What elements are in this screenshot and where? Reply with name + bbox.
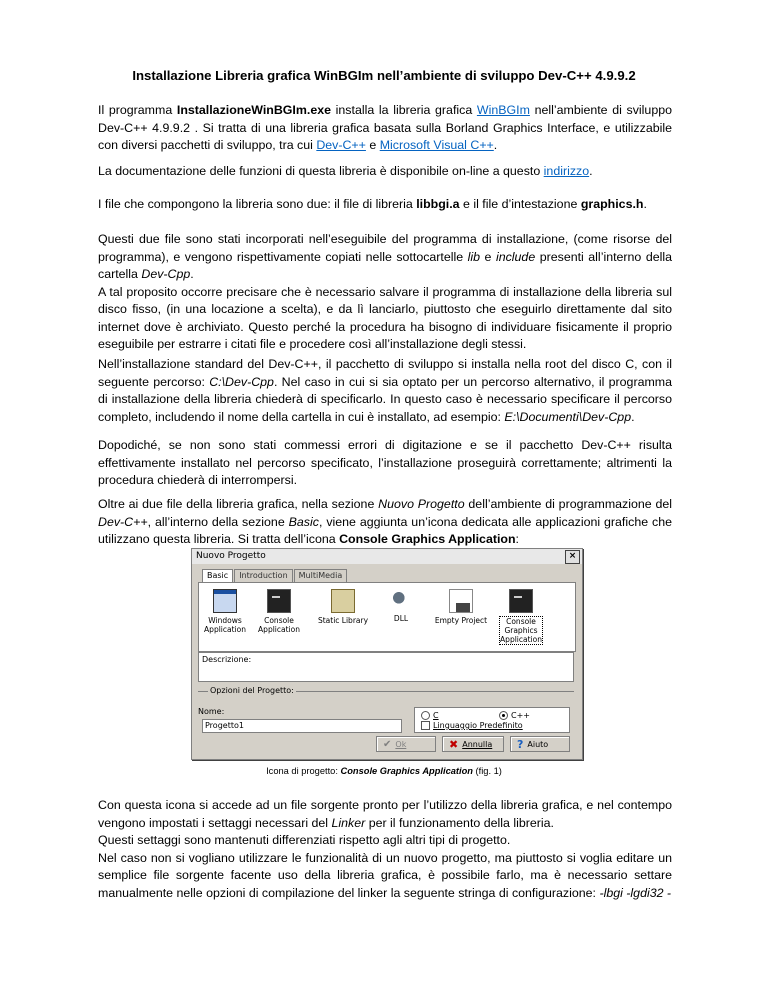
text: e il file d’intestazione	[459, 197, 581, 211]
paragraph-icon	[98, 496, 672, 549]
tab-introduction[interactable]: Introduction	[234, 569, 292, 582]
text: .	[643, 197, 647, 211]
tab-bar	[202, 569, 348, 582]
text: Il programma	[98, 103, 177, 117]
new-project-dialog	[191, 548, 583, 760]
text: Nell’installazione standard del Dev-C++, il pacchetto di sviluppo si installa nella root del disco C, con il seguente percorso:	[98, 357, 672, 389]
help-label: Aiuto	[527, 739, 549, 749]
example-path: E:\Documenti\Dev-Cpp	[504, 409, 632, 424]
radio-cpp-circle	[499, 711, 508, 720]
section-name: Nuovo Progetto	[378, 497, 465, 511]
ide-name: Dev-C++	[98, 514, 148, 529]
console-graphics-icon	[509, 589, 533, 613]
text: e	[480, 249, 496, 264]
paragraph-files	[98, 196, 672, 214]
project-types-panel	[198, 582, 576, 652]
text: dell’ambiente di programmazione del	[464, 497, 672, 511]
close-icon[interactable]: ×	[565, 550, 580, 564]
default-path: C:\Dev-Cpp	[209, 374, 274, 389]
ok-label: Ok	[395, 739, 407, 749]
text: Nel caso non si vogliano utilizzare le funzionalità di un nuovo progetto, ma piuttosto si voglia editare un semplice file sorgente facente uso della libreria grafica, è possibile farlo, ma è necessario settare manualmente nelle opzioni di compilazione del linker la seguente stringa di configurazione:	[98, 850, 672, 900]
radio-c-circle	[421, 711, 430, 720]
page-title: Installazione Libreria grafica WinBGIm nell’ambiente di sviluppo Dev-C++ 4.9.9.2	[132, 68, 636, 83]
text: .	[190, 267, 194, 281]
text: nell’ambiente di sviluppo Dev-C++ 4.9.9.2 . Si tratta di una libreria grafica basata sulla Borland Graphics Interface, e utilizzabile con diversi pacchetti di sviluppo, tra cui	[98, 103, 672, 152]
options-label: Opzioni del Progetto:	[210, 686, 294, 695]
text: Oltre ai due file della libreria grafica, nella sezione	[98, 497, 379, 511]
static-library-icon	[331, 589, 355, 613]
text: .	[589, 164, 593, 178]
text: , all’interno della sezione	[147, 514, 289, 529]
winbgim-link[interactable]: WinBGIm	[476, 103, 530, 117]
default-language-checkbox[interactable]	[421, 721, 523, 730]
basic-section: Basic	[288, 514, 319, 529]
language-options	[414, 707, 570, 733]
devcpp-link[interactable]: Dev-C++	[316, 138, 366, 152]
text: e	[365, 138, 380, 152]
folder-include: include	[495, 249, 536, 264]
text: La documentazione delle funzioni di questa libreria è disponibile on-line a questo	[98, 164, 544, 178]
check-icon: ✔	[383, 738, 392, 750]
cancel-button[interactable]	[442, 736, 504, 752]
text: .	[631, 409, 635, 424]
paragraph-intro	[98, 102, 672, 155]
question-icon: ?	[517, 737, 524, 751]
header-file: graphics.h	[580, 197, 644, 211]
ok-button[interactable]	[376, 736, 436, 752]
text: Dopodiché, se non sono stati commessi errori di digitazione e se il pacchetto Dev-C++ risulta effettivamente installato nel percorso specificato, l’installazione proseguirà correttamente; altrimenti la procedura chiederà di interrompersi.	[98, 438, 672, 487]
documentation-link[interactable]: indirizzo	[543, 164, 590, 178]
radio-c[interactable]	[421, 711, 439, 720]
text: per il funzionamento della libreria.	[365, 815, 554, 830]
project-name-input[interactable]: Progetto1	[202, 719, 402, 733]
cross-icon: ✖	[449, 737, 459, 751]
dialog-title: Nuovo Progetto	[196, 551, 266, 561]
text: Questi settaggi sono mantenuti differenziati rispetto agli altri tipi di progetto.	[98, 833, 511, 847]
project-type-label: Empty Project	[434, 616, 488, 625]
radio-c-label: C	[433, 711, 439, 720]
folder-lib: lib	[467, 249, 481, 264]
text: (fig. 1)	[472, 766, 502, 776]
paragraph-linker	[98, 797, 672, 902]
text: Questi due file sono stati incorporati nell’eseguibile del programma di installazione, (come risorse del programma), e vengono rispettivamente copiati nelle sottocartelle	[98, 232, 672, 264]
paragraph-afterwards	[98, 437, 672, 490]
project-type-label: Console Application	[258, 616, 300, 634]
paragraph-incorporated	[98, 231, 672, 354]
library-file: libbgi.a	[416, 197, 460, 211]
project-type-empty[interactable]	[431, 587, 491, 625]
project-type-dll[interactable]	[377, 587, 425, 623]
folder-devcpp: Dev-Cpp	[141, 267, 191, 281]
project-type-label: Windows Application	[204, 616, 246, 634]
project-type-label: Static Library	[317, 616, 369, 625]
empty-project-icon	[449, 589, 473, 613]
radio-cpp-label: C++	[511, 711, 530, 720]
dll-icon	[390, 589, 412, 611]
project-type-console[interactable]	[255, 587, 303, 634]
description-box	[198, 652, 574, 682]
windows-app-icon	[213, 589, 237, 613]
text: A tal proposito occorre precisare che è necessario salvare il programma di installazione della libreria sul disco fisso, (in una locazione a scelta), e da lì lanciarlo, piuttosto che eseguirlo direttamente dal sito internet dove è archiviato. Questo perché la procedura ha bisogno di individuare fisicamente il proprio eseguibile per estrarre i citati file e procedere così all’installazione degli stessi.	[98, 284, 672, 351]
figure-caption	[0, 766, 768, 776]
help-button[interactable]	[510, 736, 570, 752]
linker-word: Linker	[331, 815, 366, 830]
paragraph-documentation	[98, 163, 672, 181]
checkbox-label: Linguaggio Predefinito	[433, 721, 523, 730]
dialog-titlebar	[192, 549, 582, 564]
text: .	[493, 138, 498, 152]
description-label: Descrizione:	[202, 655, 252, 664]
caption-icon-name: Console Graphics Application	[340, 766, 473, 776]
text: Con questa icona si accede ad un file sorgente pronto per l’utilizzo della libreria grafica, e nel contempo vengono impostati i settaggi necessari del	[98, 798, 672, 830]
console-app-icon	[267, 589, 291, 613]
program-name: InstallazioneWinBGIm.exe	[176, 103, 331, 117]
checkbox-box	[421, 721, 430, 730]
icon-name: Console Graphics Application	[339, 532, 516, 546]
radio-cpp[interactable]	[499, 711, 530, 720]
text: installa la libreria grafica	[331, 103, 477, 117]
name-label: Nome:	[198, 707, 225, 716]
project-type-static-library[interactable]	[315, 587, 371, 625]
text: . Nel caso in cui si sia optato per un percorso alternativo, il programma di installazione della libreria chiederà di specificarlo. In questo caso è necessario specificare il percorso completo, includendo il nome della cartella in cui è installato, ad esempio:	[98, 374, 672, 424]
linker-string: -lbgi -lgdi32 -	[599, 885, 672, 900]
text: I file che compongono la libreria sono due: il file di libreria	[98, 197, 417, 211]
project-type-console-graphics[interactable]	[499, 587, 543, 645]
visualcpp-link[interactable]: Microsoft Visual C++	[379, 138, 494, 152]
tab-multimedia[interactable]: MultiMedia	[294, 569, 348, 582]
project-type-label: Console Graphics Application	[500, 617, 542, 644]
text: , viene aggiunta un’icona dedicata alle applicazioni grafiche che utilizzano questa libreria. Si tratta dell’icona	[98, 514, 672, 546]
text: presenti all’interno della cartella	[98, 249, 673, 281]
text: Icona di progetto:	[266, 766, 341, 776]
tab-basic[interactable]: Basic	[202, 569, 233, 582]
text: :	[515, 532, 519, 546]
paragraph-standard-install	[98, 356, 672, 426]
project-type-label: DLL	[393, 614, 409, 623]
cancel-label: Annulla	[462, 739, 493, 749]
project-type-windows[interactable]	[201, 587, 249, 634]
